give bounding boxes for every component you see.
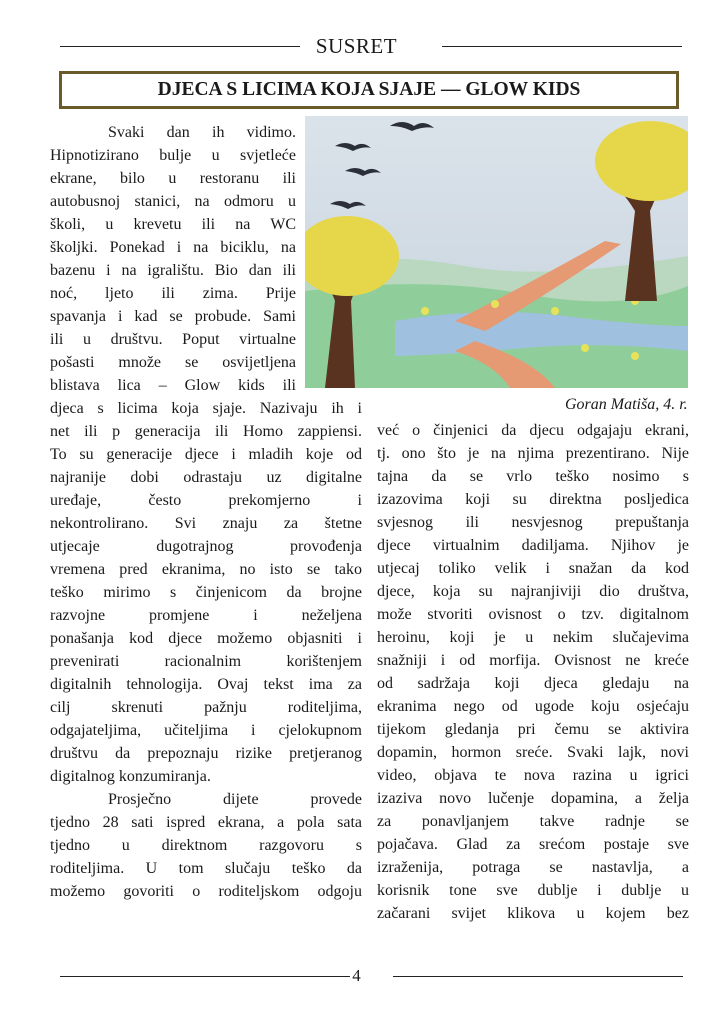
text-line: tajna da se vrlo teško nosimo s — [377, 468, 689, 485]
text-line: utjecaj toliko velik i snažan da kod — [377, 560, 689, 577]
text-line: od sadržaja koji djeca gledaju na — [377, 675, 689, 692]
text-line: ili u društvu. Poput virtualne — [50, 331, 296, 348]
text-line: svjesnog ili nesvjesnog prepuštanja — [377, 514, 689, 531]
text-line: ekrane, bilo u restoranu ili — [50, 170, 296, 187]
article-title: DJECA S LICIMA KOJA SJAJE — GLOW KIDS — [59, 71, 679, 109]
text-line: djece virtualnim dadiljama. Njihov je — [377, 537, 689, 554]
text-line: digitalnog konzumiranja. — [50, 768, 211, 785]
section-header: SUSRET — [315, 34, 398, 58]
text-line: začarani svijet klikova u kojem bez — [377, 905, 689, 922]
text-line: blistava lica – Glow kids ili — [50, 377, 296, 394]
text-line: korisnik tone sve dublje i dublje u — [377, 882, 689, 899]
text-line: nekontrolirano. Svi znaju za štetne — [50, 515, 362, 532]
text-line: odgajateljima, učiteljima i cjelokupnom — [50, 722, 362, 739]
text-line: djece, koja su najranjiviji dio društva, — [377, 583, 689, 600]
footer-rule-right — [393, 976, 683, 977]
text-line: pojačava. Glad za srećom postaje sve — [377, 836, 689, 853]
text-line: školjki. Ponekad i na biciklu, na — [50, 239, 296, 256]
text-line: izraženija, potraga se nastavlja, a — [377, 859, 689, 876]
text-line: može stvoriti ovisnost o tzv. digitalnom — [377, 606, 689, 623]
text-line: izaziva novo lučenje dopamina, a želja — [377, 790, 689, 807]
text-line: najranije dobi odrastaju uz digitalne — [50, 469, 362, 486]
text-line: razvojne promjene i neželjena — [50, 607, 362, 624]
text-line: roditeljima. U tom slučaju teško da — [50, 860, 362, 877]
text-line: teško mirimo s činjenicom da brojne — [50, 584, 362, 601]
text-line: net ili p generacija ili Homo zappiensi. — [50, 423, 362, 440]
text-line: bazenu i na igralištu. Bio dan ili — [50, 262, 296, 279]
image-caption: Goran Matiša, 4. r. — [565, 396, 688, 413]
text-line: pošasti množe se osvijetljena — [50, 354, 296, 371]
right-column — [377, 419, 689, 925]
text-line: za ponavljanjem takve radnje se — [377, 813, 689, 830]
header-rule-right — [442, 46, 682, 47]
text-line: noć, ljeto ili zima. Prije — [50, 285, 296, 302]
text-line: ponašanja kod djece možemo objasniti i — [50, 630, 362, 647]
text-line: školi, u krevetu ili na WC — [50, 216, 296, 233]
text-line: društvu da prepoznaju rizike pretjeranog — [50, 745, 362, 762]
text-line: Hipnotizirano bulje u svjetleće — [50, 147, 296, 164]
text-line: prevenirati racionalnim korištenjem — [50, 653, 362, 670]
page-number: 4 — [352, 966, 361, 985]
text-line: cilj skrenuti pažnju roditeljima, — [50, 699, 362, 716]
text-line: tijekom gledanja pri čemu se aktivira — [377, 721, 689, 738]
text-line: tjedno 28 sati ispred ekrana, a pola sata — [50, 814, 362, 831]
text-line: digitalnih tehnologija. Ovaj tekst ima za — [50, 676, 362, 693]
text-line: heroinu, koji je u nekim slučajevima — [377, 629, 689, 646]
text-line: autobusnoj stanici, na odmoru u — [50, 193, 296, 210]
text-line: već o činjenici da djecu odgajaju ekrani, — [377, 422, 689, 439]
text-line: tj. ono što je na njima prezentirano. Nije — [377, 445, 689, 462]
text-line: tjedno u direktnom razgovoru s — [50, 837, 362, 854]
text-line: Prosječno dijete provede — [108, 791, 362, 808]
text-line: snažniji i od morfija. Ovisnost ne kreće — [377, 652, 689, 669]
text-line: djeca s licima koja sjaje. Nazivaju ih i — [50, 400, 362, 417]
text-line: Svaki dan ih vidimo. — [108, 124, 296, 141]
text-line: možemo govoriti o roditeljskom odgoju — [50, 883, 362, 900]
left-column-top — [50, 121, 296, 397]
text-line: ekranima nego od ugode koju osjećaju — [377, 698, 689, 715]
left-column-bottom — [50, 397, 362, 903]
text-line: video, objava te nova razina u igrici — [377, 767, 689, 784]
text-line: uređaje, često prekomjerno i — [50, 492, 362, 509]
childrens-painting — [305, 116, 688, 388]
text-line: To su generacije djece i mladih koje od — [50, 446, 362, 463]
text-line: spavanja i kad se probude. Sami — [50, 308, 296, 325]
text-line: izazovima koji su direktna posljedica — [377, 491, 689, 508]
text-line: utjecaje dugotrajnog provođenja — [50, 538, 362, 555]
text-line: dopamin, hormon sreće. Svaki lajk, novi — [377, 744, 689, 761]
text-line: vremena pred ekranima, no isto se tako — [50, 561, 362, 578]
